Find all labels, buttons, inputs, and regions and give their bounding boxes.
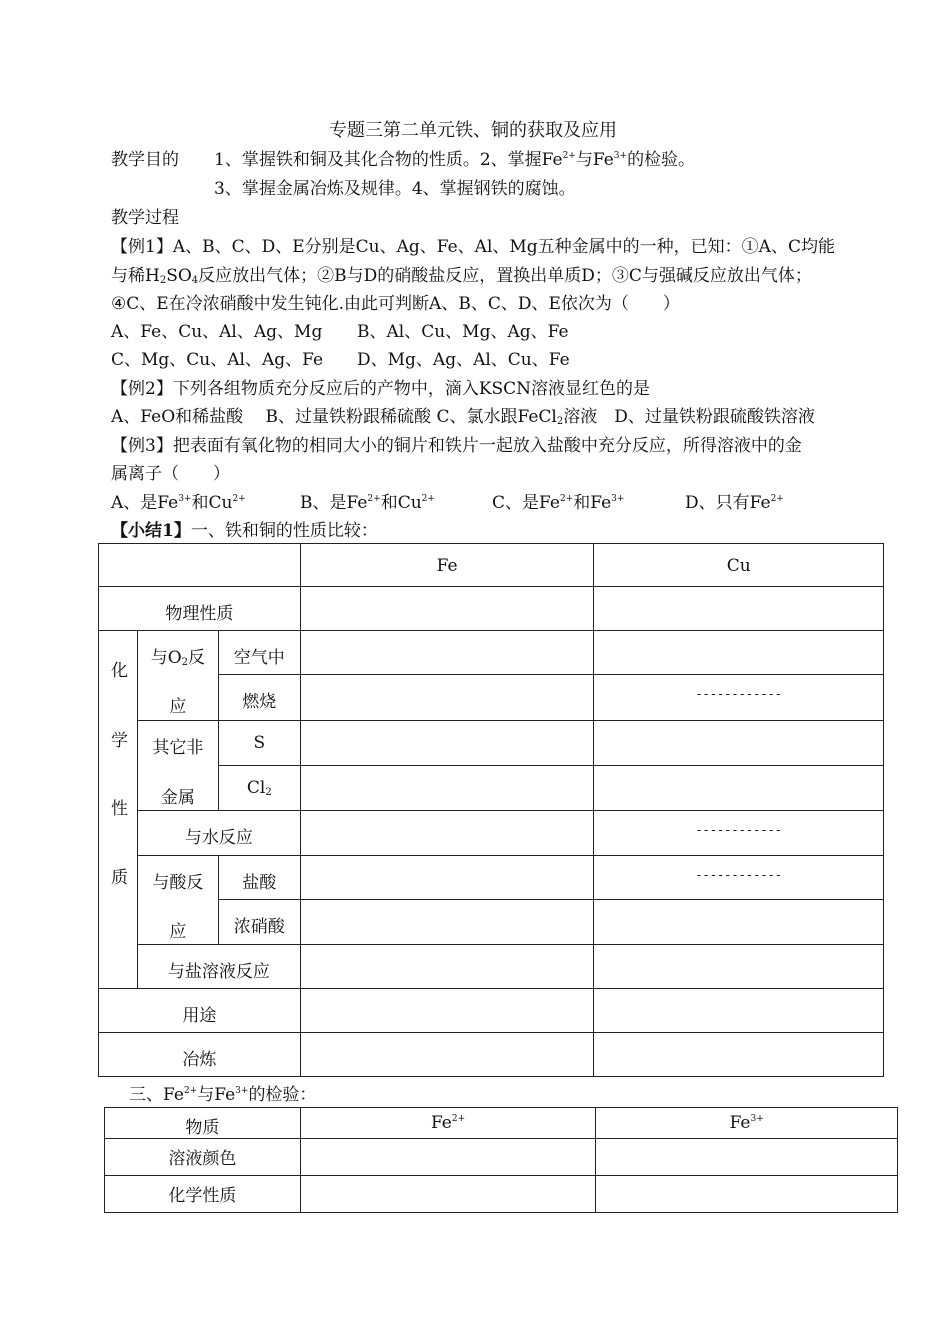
air-fe-cell — [300, 631, 594, 675]
properties-table — [98, 543, 884, 1077]
water-label: 与水反应 — [137, 811, 300, 856]
air-cu-cell — [594, 631, 884, 675]
example1-line-1: 【例1】A、B、C、D、E分别是Cu、Ag、Fe、Al、Mg五种金属中的一种，已知：①A、C均能 — [111, 237, 835, 257]
chem-char-1: 化 — [111, 661, 128, 681]
header-fe: Fe — [300, 544, 594, 587]
section3-heading: 三、$Fe^{2+}$与$Fe^{3+}$的检验： — [129, 1085, 317, 1105]
hcl-cu-cell: ------------ — [594, 856, 884, 900]
example2-line-2: A、FeO和稀盐酸 B、过量铁粉跟稀硫酸 C、氯水跟FeCl$_2$溶液 D、过量铁粉跟硫酸铁溶液 — [111, 407, 815, 427]
header-empty-cell — [99, 544, 301, 587]
example3-line-1: 【例3】把表面有氧化物的相同大小的铜片和铁片一起放入盐酸中充分反应，所得溶液中的金 — [111, 436, 802, 456]
chem-char-3: 性 — [111, 799, 128, 819]
row-physical-label: 物理性质 — [99, 587, 301, 631]
chlorine-cu-cell — [594, 766, 884, 811]
example1-option-c: C、Mg、Cu、Al、Ag、Fe — [111, 350, 324, 370]
salt-label: 与盐溶液反应 — [137, 945, 300, 989]
physical-fe-cell — [300, 587, 594, 631]
objectives-line-2: 3、掌握金属冶炼及规律。4、掌握钢铁的腐蚀。 — [214, 179, 576, 199]
salt-fe-cell — [300, 945, 594, 989]
ion-color-fe3-cell — [596, 1139, 898, 1176]
summary1-heading: 【小结1】一、铁和铜的性质比较： — [111, 521, 378, 541]
burn-fe-cell — [300, 675, 594, 721]
ion-chem-fe3-cell — [596, 1176, 898, 1213]
o2-reaction-label: 与$O_2$反 应 — [137, 631, 218, 721]
use-label: 用途 — [99, 989, 301, 1033]
water-cu-cell: ------------ — [594, 811, 884, 856]
ion-header-fe2: $Fe^{2+}$ — [300, 1108, 596, 1139]
sulfur-cu-cell — [594, 721, 884, 766]
example1-option-a: A、Fe、Cu、Al、Ag、Mg — [111, 322, 323, 342]
sulfur-label: S — [218, 721, 300, 766]
nonmetal-label: 其它非 金属 — [137, 721, 218, 811]
burn-cu-cell: ------------ — [594, 675, 884, 721]
ion-header-fe3: $Fe^{3+}$ — [596, 1108, 898, 1139]
chlorine-fe-cell — [300, 766, 594, 811]
chem-char-4: 质 — [111, 868, 128, 888]
example3-option-d: D、只有$Fe^{2+}$ — [685, 493, 784, 513]
hcl-fe-cell — [300, 856, 594, 900]
hcl-label: 盐酸 — [218, 856, 300, 900]
example3-option-c: C、是$Fe^{2+}$和$Fe^{3+}$ — [492, 493, 625, 513]
ion-chem-fe2-cell — [300, 1176, 596, 1213]
ion-row-chem-label: 化学性质 — [105, 1176, 301, 1213]
example1-option-b: B、Al、Cu、Mg、Ag、Fe — [357, 322, 569, 342]
ion-color-fe2-cell — [300, 1139, 596, 1176]
example3-line-2: 属离子（ ） — [111, 464, 230, 484]
example3-option-b: B、是$Fe^{2+}$和$Cu^{2+}$ — [300, 493, 435, 513]
example1-line-3: ④C、E在冷浓硝酸中发生钝化.由此可判断A、B、C、D、E依次为（ ） — [111, 294, 680, 314]
air-label: 空气中 — [218, 631, 300, 675]
objectives-line-1: 1、掌握铁和铜及其化合物的性质。2、掌握$Fe^{2+}$与$Fe^{3+}$的检验。 — [214, 150, 696, 170]
process-label: 教学过程 — [111, 208, 179, 228]
use-cu-cell — [594, 989, 884, 1033]
page-title: 专题三第二单元铁、铜的获取及应用 — [329, 120, 617, 141]
sulfur-fe-cell — [300, 721, 594, 766]
physical-cu-cell — [594, 587, 884, 631]
chlorine-label: $Cl_2$ — [218, 766, 300, 811]
example2-line-1: 【例2】下列各组物质充分反应后的产物中，滴入KSCN溶液显红色的是 — [111, 379, 651, 399]
chem-char-2: 学 — [111, 731, 128, 751]
hno3-label: 浓硝酸 — [218, 900, 300, 945]
example1-option-d: D、Mg、Ag、Al、Cu、Fe — [357, 350, 570, 370]
smelt-fe-cell — [300, 1033, 594, 1077]
example3-option-a: A、是$Fe^{3+}$和$Cu^{2+}$ — [111, 493, 246, 513]
use-fe-cell — [300, 989, 594, 1033]
hno3-fe-cell — [300, 900, 594, 945]
header-cu: Cu — [594, 544, 884, 587]
ion-row-color-label: 溶液颜色 — [105, 1139, 301, 1176]
smelt-cu-cell — [594, 1033, 884, 1077]
smelt-label: 冶炼 — [99, 1033, 301, 1077]
example1-line-2: 与稀$H_2SO_4$反应放出气体；②B与D的硝酸盐反应，置换出单质D；③C与强碱反应放出气体； — [111, 266, 812, 286]
ion-test-table — [104, 1107, 898, 1213]
water-fe-cell — [300, 811, 594, 856]
ion-header-substance: 物质 — [105, 1108, 301, 1139]
salt-cu-cell — [594, 945, 884, 989]
burn-label: 燃烧 — [218, 675, 300, 721]
hno3-cu-cell — [594, 900, 884, 945]
objectives-label: 教学目的 — [111, 150, 179, 170]
acid-label: 与酸反 应 — [137, 856, 218, 945]
